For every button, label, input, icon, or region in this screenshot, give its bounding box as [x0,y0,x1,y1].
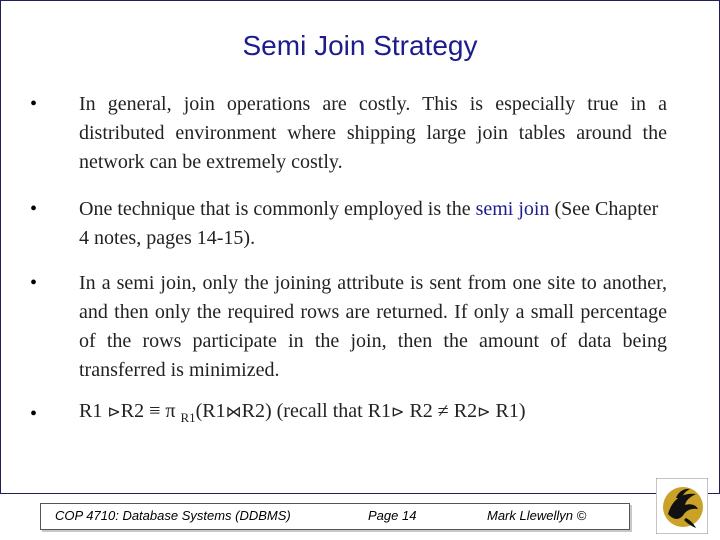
semi-join-term: semi join [475,198,550,220]
bullet-marker: • [30,272,38,294]
formula-join-open: (R1 [195,400,226,422]
formula-not-equal: R2 ≠ R2 [404,400,478,422]
pi-subscript: R1 [180,410,196,425]
natural-join-symbol: ⋈ [225,402,242,421]
footer-page-number: Page 14 [368,508,417,523]
ucf-pegasus-logo-icon [656,478,708,534]
bullet-2-text-before: One technique that is commonly employed is the [79,198,476,220]
bullet-text-1: In general, join operations are costly. This is especially true in a distributed environment where shipping large join tables around the network can be extremely costly. [79,93,667,173]
bullet-text-3: In a semi join, only the joining attribute is sent from one site to another, and then only the required rows are returned. If only a small percentage of the rows participate in the join, then the amount of data being transferred is minimized. [79,272,667,381]
formula-end: R1) [490,400,526,422]
bullet-text-2 [79,195,667,253]
bullet-2-text-after: (See Chapter 4 notes, pages 14-15). [79,198,659,249]
semijoin-symbol: ⊳ [391,402,405,421]
bullet-marker: • [30,403,38,425]
formula-r2-equiv-pi: R2 ≡ π [120,400,181,422]
slide-title: Semi Join Strategy [242,30,478,61]
footer-course: COP 4710: Database Systems (DDBMS) [55,508,291,523]
semijoin-symbol: ⊳ [107,402,121,421]
footer-author: Mark Llewellyn © [487,508,587,523]
semijoin-symbol: ⊳ [477,402,491,421]
bullet-marker: • [30,198,38,220]
bullet-marker: • [30,93,38,115]
semi-join-formula [79,400,526,423]
formula-r1: R1 [79,400,108,422]
formula-recall: R2) (recall that R1 [241,400,392,422]
slide-footer [40,503,630,530]
